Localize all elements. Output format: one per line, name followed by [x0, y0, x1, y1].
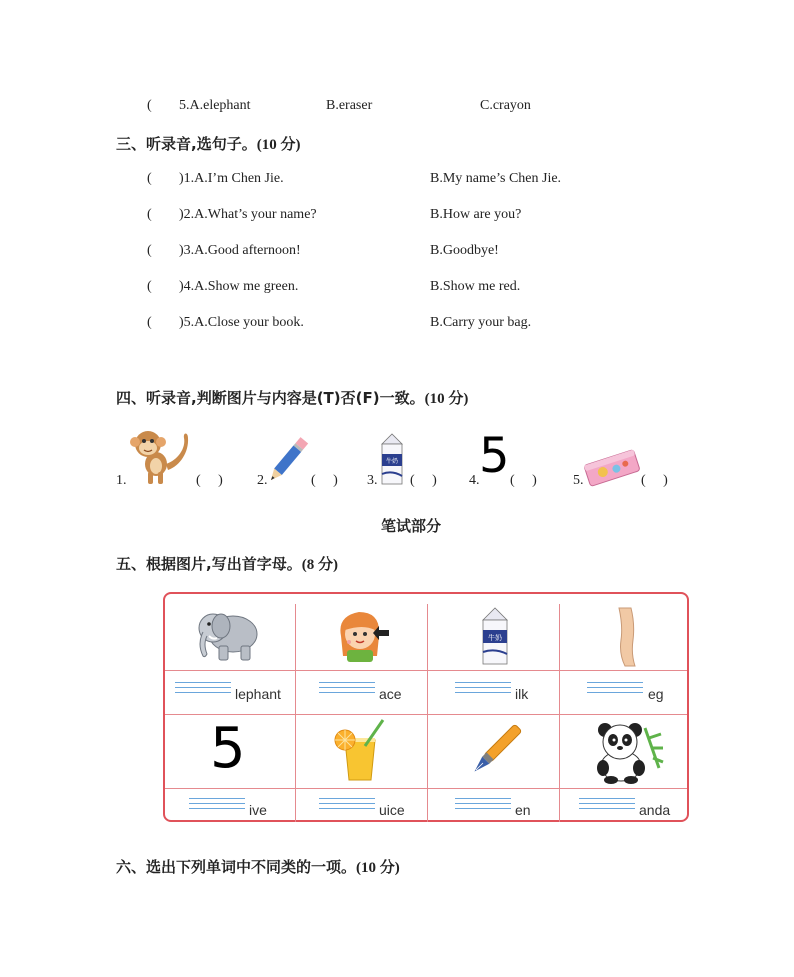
picture-4-label: 4. [469, 473, 480, 488]
question-3-5-option-b: B.Carry your bag. [430, 315, 532, 330]
section-6-heading [116, 856, 400, 877]
question-3-2-option-a: )2.A.What’s your name? [179, 207, 317, 222]
word-suffix-ive: ive [249, 802, 267, 818]
question-3-1-option-b: B.My name’s Chen Jie. [430, 171, 562, 186]
word-suffix-en: en [515, 802, 531, 818]
answer-blank[interactable] [455, 798, 511, 810]
milk-carton-label: 牛奶 [488, 634, 502, 642]
answer-blank[interactable] [189, 798, 245, 810]
section-4-title: 四、听录音,判断图片与内容是(T)否(F)一致。 [116, 389, 425, 407]
grid-divider [559, 604, 560, 822]
question-3-4-option-b: B.Show me red. [430, 279, 521, 294]
answer-paren-open: ( [147, 171, 152, 186]
picture-4-answer-paren[interactable]: ( ) [510, 473, 537, 488]
milk-carton-icon [376, 432, 408, 486]
word-suffix-ace: ace [379, 686, 402, 702]
question-3-3-option-a: )3.A.Good afternoon! [179, 243, 301, 258]
written-part-title: 笔试部分 [381, 517, 442, 535]
answer-blank[interactable] [455, 682, 511, 694]
pen-icon [465, 718, 525, 784]
question-3-2-option-b: B.How are you? [430, 207, 522, 222]
word-suffix-eg: eg [648, 686, 664, 702]
question-2-5-option-c: C.crayon [480, 98, 531, 113]
answer-blank[interactable] [319, 798, 375, 810]
monkey-icon [126, 424, 194, 486]
question-3-1-option-a: )1.A.I’m Chen Jie. [179, 171, 284, 186]
answer-blank[interactable] [587, 682, 643, 694]
section-6-title: 六、选出下列单词中不同类的一项。 [116, 858, 357, 876]
grid-divider [165, 714, 687, 715]
svg-text:牛奶: 牛奶 [385, 458, 399, 465]
answer-paren-open: ( [147, 243, 152, 258]
picture-1-answer-paren[interactable]: ( ) [196, 473, 223, 488]
question-3-3-option-b: B.Goodbye! [430, 243, 499, 258]
pencil-box-icon [582, 447, 642, 489]
picture-5-answer-paren[interactable]: ( ) [641, 473, 668, 488]
picture-2-answer-paren[interactable]: ( ) [311, 473, 338, 488]
number-five: 5 [210, 716, 246, 781]
answer-blank[interactable] [319, 682, 375, 694]
grid-divider [427, 604, 428, 822]
section-3-points: (10 分) [256, 137, 301, 153]
milk-carton-icon [475, 606, 515, 666]
answer-paren-open: ( [147, 207, 152, 222]
section-4-points: (10 分) [424, 391, 469, 407]
grid-divider [165, 788, 687, 789]
answer-blank[interactable] [579, 798, 635, 810]
pencil-icon [264, 434, 310, 488]
girl-face-icon [331, 606, 397, 666]
section-5-points: (8 分) [301, 557, 338, 573]
question-2-5-option-b: B.eraser [326, 98, 373, 113]
question-2-5-option-a: 5.A.elephant [179, 98, 251, 113]
picture-word-card [163, 592, 689, 822]
answer-paren-open: ( [147, 98, 152, 113]
section-3-title: 三、听录音,选句子。 [116, 135, 257, 153]
word-suffix-lephant: lephant [235, 686, 281, 702]
grid-divider [295, 604, 296, 822]
answer-blank[interactable] [175, 682, 231, 694]
picture-2-label: 2. [257, 473, 268, 488]
question-3-5-option-a: )5.A.Close your book. [179, 315, 304, 330]
panda-icon [589, 718, 665, 784]
word-suffix-ilk: ilk [515, 686, 529, 702]
picture-3-answer-paren[interactable]: ( ) [410, 473, 437, 488]
answer-paren-open: ( [147, 279, 152, 294]
word-suffix-anda: anda [639, 802, 671, 818]
juice-glass-icon [331, 718, 391, 784]
word-suffix-uice: uice [379, 802, 405, 818]
section-6-points: (10 分) [356, 860, 400, 876]
grid-divider [165, 670, 687, 671]
picture-1-label: 1. [116, 473, 127, 488]
section-3-heading [116, 133, 300, 154]
section-5-title: 五、根据图片,写出首字母。 [116, 555, 302, 573]
elephant-icon [195, 606, 267, 664]
section-4-heading [116, 387, 468, 408]
answer-paren-open: ( [147, 315, 152, 330]
picture-5-label: 5. [573, 473, 584, 488]
number-five: 5 [479, 428, 510, 484]
section-5-heading [116, 553, 338, 574]
question-3-4-option-a: )4.A.Show me green. [179, 279, 299, 294]
picture-3-label: 3. [367, 473, 378, 488]
leg-icon [613, 606, 643, 668]
